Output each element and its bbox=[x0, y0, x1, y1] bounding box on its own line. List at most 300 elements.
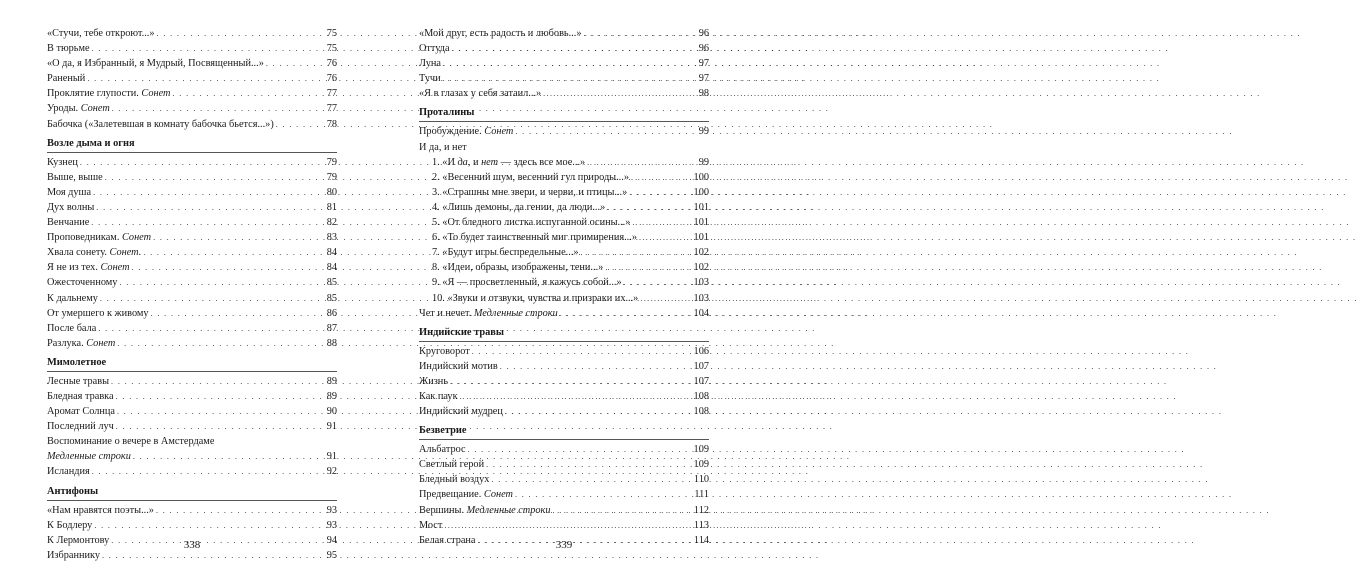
toc-entry[interactable] bbox=[419, 518, 709, 533]
entry-page-number: 79 bbox=[326, 171, 337, 183]
entry-title-text: Бледная травка bbox=[47, 390, 114, 402]
entry-page-number: 90 bbox=[326, 406, 337, 418]
entry-page-number: 85 bbox=[326, 277, 337, 289]
entry-page-number: 101 bbox=[693, 217, 709, 229]
entry-title-italic: да bbox=[457, 156, 468, 168]
toc-entry[interactable] bbox=[419, 71, 709, 86]
entry-title bbox=[419, 26, 582, 41]
toc-entry[interactable] bbox=[47, 464, 337, 479]
entry-title-text: Бабочка («Залетевшая в комнату бабочка бьется...») bbox=[47, 118, 274, 130]
entry-title-italic: Медленные строки bbox=[466, 504, 551, 516]
entry-title bbox=[419, 487, 513, 502]
entry-title-text: Избраннику bbox=[47, 549, 100, 561]
toc-entry[interactable] bbox=[47, 200, 337, 215]
entry-title-text: 1. «И bbox=[432, 156, 455, 168]
entry-page-number: 76 bbox=[326, 58, 337, 70]
dot-leader bbox=[116, 389, 325, 404]
entry-page-number: 110 bbox=[693, 474, 709, 486]
entry-title bbox=[419, 404, 503, 419]
section-rule bbox=[47, 371, 337, 372]
entry-page-number: 104 bbox=[693, 307, 709, 319]
entry-page-number: 86 bbox=[326, 307, 337, 319]
page-number-right: 339 bbox=[555, 539, 573, 551]
toc-entry[interactable] bbox=[419, 487, 709, 502]
entry-title bbox=[47, 321, 96, 336]
entry-title bbox=[47, 117, 274, 132]
toc-entry[interactable] bbox=[419, 155, 709, 170]
dot-leader bbox=[552, 503, 691, 518]
toc-entry[interactable] bbox=[47, 275, 337, 290]
entry-title bbox=[419, 518, 442, 533]
toc-entry[interactable] bbox=[47, 26, 337, 41]
entry-page-number: 109 bbox=[693, 444, 709, 456]
dot-leader bbox=[560, 306, 692, 321]
dot-leader bbox=[151, 306, 325, 321]
entry-page-number: 84 bbox=[326, 262, 337, 274]
section-rule bbox=[47, 500, 337, 501]
page-number-left: 338 bbox=[183, 539, 201, 551]
entry-title bbox=[47, 71, 85, 86]
entry-title bbox=[432, 245, 579, 260]
toc-entry[interactable] bbox=[47, 155, 337, 170]
toc-entry[interactable] bbox=[419, 170, 709, 185]
entry-title bbox=[419, 472, 489, 487]
dot-leader bbox=[515, 124, 696, 139]
toc-entry[interactable] bbox=[47, 101, 337, 116]
toc-entry[interactable] bbox=[47, 389, 337, 404]
entry-title bbox=[419, 306, 558, 321]
toc-entry[interactable] bbox=[47, 245, 337, 260]
entry-title-italic: Сонет bbox=[86, 337, 116, 349]
entry-title-text: Пробуждение. bbox=[419, 126, 482, 138]
entry-page-number: 108 bbox=[693, 406, 709, 418]
entry-page-number: 87 bbox=[326, 322, 337, 334]
entry-title bbox=[47, 336, 115, 351]
section-heading: Проталины bbox=[419, 107, 475, 119]
entry-page-number: 101 bbox=[693, 232, 709, 244]
dot-leader bbox=[172, 86, 324, 101]
entry-page-number: 77 bbox=[326, 103, 337, 115]
entry-title-text: Раненый bbox=[47, 73, 86, 85]
entry-title-text: Лесные травы bbox=[47, 375, 110, 387]
section-heading: Мимолетное bbox=[47, 356, 107, 368]
entry-page-number: 97 bbox=[698, 73, 709, 85]
toc-entry[interactable] bbox=[419, 503, 709, 518]
entry-page-number: 108 bbox=[693, 390, 709, 402]
entry-page-number: 96 bbox=[698, 28, 709, 39]
toc-entry[interactable] bbox=[47, 230, 337, 245]
dot-leader bbox=[500, 359, 692, 374]
entry-page-number: 100 bbox=[693, 186, 709, 198]
entry-title bbox=[47, 26, 155, 41]
entry-page-number: 78 bbox=[326, 118, 337, 130]
dot-leader bbox=[80, 155, 325, 170]
dot-leader bbox=[624, 275, 692, 290]
toc-right bbox=[419, 26, 709, 548]
toc-entry[interactable] bbox=[419, 344, 709, 359]
entry-page-number: 112 bbox=[693, 504, 709, 516]
entry-title-text: Уроды. bbox=[47, 103, 79, 115]
entry-page-number: 77 bbox=[326, 88, 337, 100]
entry-page-number: 107 bbox=[693, 375, 709, 387]
entry-page-number: 106 bbox=[693, 345, 709, 357]
entry-page-number: 103 bbox=[693, 277, 709, 289]
entry-title bbox=[419, 344, 470, 359]
toc-entry[interactable] bbox=[47, 71, 337, 86]
entry-page-number: 95 bbox=[326, 549, 337, 561]
dot-leader bbox=[117, 404, 325, 419]
entry-page-number: 83 bbox=[326, 232, 337, 244]
toc-entry[interactable] bbox=[419, 200, 709, 215]
entry-title bbox=[47, 230, 151, 245]
entry-title-text: Мост bbox=[419, 519, 443, 531]
entry-title-text: «Стучи, тебе откроют...» bbox=[47, 28, 155, 39]
entry-title bbox=[47, 215, 89, 230]
section-rule bbox=[419, 439, 709, 440]
toc-entry[interactable] bbox=[47, 306, 337, 321]
toc-entry[interactable] bbox=[47, 503, 337, 518]
entry-title-text: Тучи bbox=[419, 73, 441, 85]
entry-title-text: Чет и нечет. bbox=[419, 307, 472, 319]
entry-title-text: Индийский мудрец bbox=[419, 406, 503, 418]
toc-entry[interactable] bbox=[419, 140, 709, 155]
dot-leader bbox=[472, 344, 692, 359]
entry-title-text: Как паук bbox=[419, 390, 458, 402]
entry-title bbox=[47, 185, 91, 200]
dot-leader bbox=[631, 170, 692, 185]
section-heading: Антифоны bbox=[47, 485, 99, 497]
entry-title bbox=[47, 306, 149, 321]
left-page bbox=[47, 0, 337, 585]
entry-title-text: — здесь все мое...» bbox=[498, 156, 586, 168]
entry-page-number: 103 bbox=[693, 292, 709, 304]
toc-entry[interactable] bbox=[47, 374, 337, 389]
dot-leader bbox=[111, 374, 325, 389]
entry-title-text: Выше, выше bbox=[47, 171, 103, 183]
entry-title bbox=[419, 503, 550, 518]
toc-entry[interactable] bbox=[419, 260, 709, 275]
dot-leader bbox=[112, 101, 325, 116]
dot-leader bbox=[444, 518, 692, 533]
dot-leader bbox=[143, 245, 324, 260]
entry-title-text: Белая страна bbox=[419, 534, 476, 546]
dot-leader bbox=[640, 291, 691, 306]
entry-page-number: 81 bbox=[326, 201, 337, 213]
toc-entry[interactable] bbox=[47, 321, 337, 336]
toc-entry[interactable] bbox=[47, 41, 337, 56]
entry-title-text: Оттуда bbox=[419, 43, 450, 55]
entry-title-text: «Я в глазах у себя затаил...» bbox=[419, 88, 542, 100]
entry-title bbox=[47, 260, 130, 275]
entry-page-number: 99 bbox=[698, 156, 709, 168]
dot-leader bbox=[581, 245, 692, 260]
dot-leader bbox=[468, 442, 692, 457]
toc-entry[interactable] bbox=[419, 457, 709, 472]
entry-page-number: 93 bbox=[326, 504, 337, 516]
dot-leader bbox=[96, 200, 324, 215]
toc-entry[interactable] bbox=[419, 472, 709, 487]
entry-title bbox=[47, 518, 92, 533]
entry-title-text: 3. «Страшны мне звери, и черви, и птицы...» bbox=[432, 186, 628, 198]
section-rule bbox=[47, 152, 337, 153]
entry-title-text: 6. «То будет таинственный миг примирения...» bbox=[432, 232, 637, 244]
toc-entry[interactable] bbox=[47, 170, 337, 185]
entry-title-text: «Мой друг, есть радость и любовь...» bbox=[419, 28, 582, 39]
section-heading: Безветрие bbox=[419, 425, 467, 437]
entry-title bbox=[47, 86, 170, 101]
entry-title-text: К Бодлеру bbox=[47, 519, 93, 531]
entry-title-italic: нет bbox=[481, 156, 499, 168]
dot-leader bbox=[105, 170, 325, 185]
entry-title bbox=[47, 56, 264, 71]
entry-title-text: «Нам нравятся поэты...» bbox=[47, 504, 154, 516]
entry-title bbox=[432, 291, 638, 306]
entry-title bbox=[432, 260, 603, 275]
entry-title-text: Аромат Солнца bbox=[47, 406, 115, 418]
entry-title-text: , и bbox=[467, 156, 479, 168]
entry-title-text: Моя душа bbox=[47, 186, 92, 198]
entry-page-number: 99 bbox=[698, 126, 709, 138]
right-page bbox=[419, 0, 709, 585]
dot-leader bbox=[91, 215, 324, 230]
toc-entry[interactable] bbox=[419, 374, 709, 389]
dot-leader bbox=[486, 457, 691, 472]
entry-title-text: После бала bbox=[47, 322, 97, 334]
entry-title bbox=[47, 101, 110, 116]
entry-title-text: Проклятие глупости. bbox=[47, 88, 139, 100]
entry-title bbox=[419, 374, 448, 389]
toc-entry[interactable] bbox=[419, 230, 709, 245]
entry-title-italic: Сонет bbox=[100, 262, 130, 274]
entry-title-text: 8. «Идеи, образы, изображены, тени...» bbox=[432, 262, 604, 274]
entry-title-text: Проповедникам. bbox=[47, 232, 120, 244]
toc-entry[interactable] bbox=[47, 185, 337, 200]
toc-entry[interactable] bbox=[47, 215, 337, 230]
entry-page-number: 89 bbox=[326, 390, 337, 402]
toc-entry[interactable] bbox=[47, 56, 337, 71]
toc-entry[interactable] bbox=[47, 434, 337, 449]
entry-title-text: Индийский мотив bbox=[419, 360, 498, 372]
entry-title bbox=[432, 155, 585, 170]
entry-title-text: Дух волны bbox=[47, 201, 95, 213]
entry-page-number: 84 bbox=[326, 247, 337, 259]
toc-entry[interactable] bbox=[419, 215, 709, 230]
entry-title-text: Я не из тех. bbox=[47, 262, 98, 274]
entry-title-italic: Сонет bbox=[484, 126, 514, 138]
dot-leader bbox=[629, 185, 691, 200]
entry-title-text: Венчание bbox=[47, 217, 90, 229]
entry-title-text: Светлый герой bbox=[419, 459, 485, 471]
dot-leader bbox=[452, 41, 697, 56]
dot-leader bbox=[443, 71, 697, 86]
entry-page-number: 101 bbox=[693, 201, 709, 213]
toc-entry[interactable] bbox=[419, 306, 709, 321]
entry-title bbox=[432, 230, 637, 245]
entry-title bbox=[47, 464, 90, 479]
toc-entry[interactable] bbox=[419, 245, 709, 260]
toc-entry[interactable] bbox=[419, 404, 709, 419]
entry-title-text: Кузнец bbox=[47, 156, 78, 168]
toc-entry[interactable] bbox=[47, 260, 337, 275]
toc-entry[interactable] bbox=[47, 117, 337, 132]
toc-entry[interactable] bbox=[419, 41, 709, 56]
toc-entry[interactable] bbox=[419, 124, 709, 139]
toc-entry[interactable] bbox=[419, 56, 709, 71]
entry-title bbox=[419, 140, 467, 155]
entry-title-text: 7. «Будут игры беспредельные...» bbox=[432, 247, 579, 259]
entry-title bbox=[432, 170, 629, 185]
entry-title-text: Луна bbox=[419, 58, 441, 70]
dot-leader bbox=[505, 404, 692, 419]
dot-leader bbox=[607, 200, 691, 215]
entry-page-number: 98 bbox=[698, 88, 709, 100]
entry-page-number: 93 bbox=[326, 519, 337, 531]
toc-entry[interactable] bbox=[419, 185, 709, 200]
dot-leader bbox=[587, 155, 697, 170]
dot-leader bbox=[93, 185, 325, 200]
entry-page-number: 91 bbox=[326, 421, 337, 433]
entry-title-text: Хвала сонету. bbox=[47, 247, 107, 259]
dot-leader bbox=[100, 291, 325, 306]
toc-entry[interactable] bbox=[419, 442, 709, 457]
toc-entry[interactable] bbox=[419, 291, 709, 306]
dot-leader bbox=[132, 260, 325, 275]
entry-title-text: От умершего к живому bbox=[47, 307, 149, 319]
entry-page-number: 85 bbox=[326, 292, 337, 304]
toc-entry[interactable] bbox=[47, 404, 337, 419]
dot-leader bbox=[639, 230, 692, 245]
toc-entry[interactable] bbox=[419, 389, 709, 404]
entry-title bbox=[47, 245, 141, 260]
entry-title-text: Жизнь bbox=[419, 375, 449, 387]
dot-leader bbox=[117, 336, 324, 351]
entry-page-number: 76 bbox=[326, 73, 337, 85]
entry-page-number: 94 bbox=[326, 534, 337, 546]
entry-title bbox=[419, 71, 441, 86]
dot-leader bbox=[87, 71, 324, 86]
entry-title bbox=[47, 419, 114, 434]
entry-page-number: 89 bbox=[326, 375, 337, 387]
entry-title-text: К Лермонтову bbox=[47, 534, 110, 546]
dot-leader bbox=[94, 518, 324, 533]
entry-page-number: 80 bbox=[326, 186, 337, 198]
entry-title-text: 4. «Лишь демоны, да гении, да люди...» bbox=[432, 201, 606, 213]
entry-page-number: 113 bbox=[693, 519, 709, 531]
entry-title-text: Исландия bbox=[47, 466, 90, 478]
dot-leader bbox=[632, 215, 691, 230]
dot-leader bbox=[584, 26, 697, 41]
entry-title bbox=[419, 389, 458, 404]
entry-title bbox=[419, 86, 541, 101]
entry-page-number: 102 bbox=[693, 262, 709, 274]
toc-left bbox=[47, 26, 337, 563]
entry-title bbox=[432, 200, 605, 215]
dot-leader bbox=[450, 374, 692, 389]
entry-title-text: И да, и нет bbox=[419, 141, 467, 153]
entry-page-number: 114 bbox=[693, 534, 709, 546]
dot-leader bbox=[116, 419, 325, 434]
dot-leader bbox=[515, 487, 692, 502]
entry-title-italic: Медленные строки bbox=[473, 307, 558, 319]
dot-leader bbox=[543, 86, 697, 101]
toc-entry[interactable] bbox=[419, 275, 709, 290]
entry-title bbox=[419, 457, 484, 472]
entry-title-italic: Сонет bbox=[141, 88, 171, 100]
toc-entry[interactable] bbox=[47, 291, 337, 306]
entry-title bbox=[419, 442, 466, 457]
section-heading: Возле дыма и огня bbox=[47, 137, 135, 149]
section-heading: Индийские травы bbox=[419, 326, 505, 338]
entry-page-number: 88 bbox=[326, 337, 337, 349]
entry-title-text: 9. «Я — просветленный, я кажусь собой...» bbox=[432, 277, 622, 289]
entry-title bbox=[419, 359, 498, 374]
toc-entry[interactable] bbox=[47, 518, 337, 533]
toc-entry[interactable] bbox=[419, 359, 709, 374]
entry-title bbox=[47, 404, 115, 419]
entry-title-text: В тюрьме bbox=[47, 43, 90, 55]
dot-leader bbox=[605, 260, 691, 275]
entry-title bbox=[47, 291, 98, 306]
dot-leader bbox=[92, 41, 325, 56]
entry-title-italic: Сонет. bbox=[109, 247, 142, 259]
toc-entry[interactable] bbox=[47, 449, 337, 464]
entry-title-italic: Медленные строки bbox=[47, 451, 131, 463]
entry-title-text: Альбатрос bbox=[419, 444, 466, 456]
entry-page-number: 92 bbox=[326, 466, 337, 478]
section-rule bbox=[419, 121, 709, 122]
entry-title bbox=[47, 374, 109, 389]
toc-entry[interactable] bbox=[47, 336, 337, 351]
toc-entry[interactable] bbox=[47, 419, 337, 434]
toc-entry[interactable] bbox=[47, 86, 337, 101]
entry-page-number: 111 bbox=[694, 489, 709, 501]
toc-entry[interactable] bbox=[419, 86, 709, 101]
entry-page-number: 75 bbox=[326, 43, 337, 55]
entry-page-number: 75 bbox=[326, 28, 337, 39]
entry-title-text: «О да, я Избранный, я Мудрый, Посвященный...» bbox=[47, 58, 264, 70]
dot-leader bbox=[491, 472, 691, 487]
dot-leader bbox=[133, 449, 325, 464]
dot-leader bbox=[266, 56, 325, 71]
dot-leader bbox=[98, 321, 324, 336]
entry-title-text: 5. «От бледного листка испуганной осины...» bbox=[432, 217, 631, 229]
dot-leader bbox=[157, 26, 325, 41]
entry-title bbox=[47, 275, 117, 290]
entry-title-text: Бледный воздух bbox=[419, 474, 490, 486]
entry-title-italic: Сонет bbox=[121, 232, 152, 244]
entry-title-italic: Сонет bbox=[483, 489, 513, 501]
entry-page-number: 109 bbox=[693, 459, 709, 471]
entry-title bbox=[432, 275, 622, 290]
entry-title bbox=[419, 41, 450, 56]
entry-title bbox=[432, 185, 627, 200]
entry-page-number: 100 bbox=[693, 171, 709, 183]
entry-title-text: 2. «Весенний шум, весенний гул природы...» bbox=[432, 171, 629, 183]
entry-title-text: Разлука. bbox=[47, 337, 84, 349]
entry-title-text: Предвещание. bbox=[419, 489, 482, 501]
toc-entry[interactable] bbox=[419, 26, 709, 41]
dot-leader bbox=[153, 230, 325, 245]
dot-leader bbox=[276, 117, 325, 132]
section-rule bbox=[419, 341, 709, 342]
entry-title bbox=[47, 170, 103, 185]
dot-leader bbox=[119, 275, 324, 290]
entry-page-number: 102 bbox=[693, 247, 709, 259]
entry-title-text: Последний луч bbox=[47, 421, 114, 433]
entry-title bbox=[47, 449, 131, 464]
entry-title bbox=[47, 200, 94, 215]
entry-title-text: Круговорот bbox=[419, 345, 470, 357]
